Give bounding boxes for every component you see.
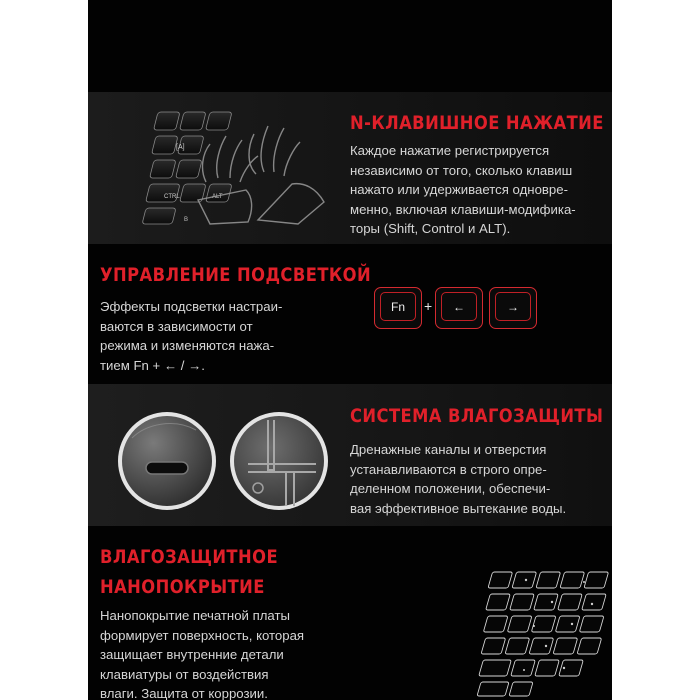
section-heading-backlight: УПРАВЛЕНИЕ ПОДСВЕТКОЙ: [100, 264, 372, 286]
right-arrow-icon: →: [495, 292, 531, 321]
backlit-keyboard-illustration: [396, 560, 612, 700]
plus-sign: +: [424, 298, 433, 314]
section-heading-nanocoating-line1: ВЛАГОЗАЩИТНОЕ: [100, 546, 279, 568]
left-arrow-keycap: [435, 287, 483, 329]
product-features-panel: [88, 0, 612, 700]
section-heading-nanocoating-line2: НАНОПОКРЫТИЕ: [100, 576, 265, 598]
section-text-nkey: Каждое нажатие регистрируется независимо от того, сколько клавиш нажато или удерживается одновре- менно, включая клавиши-модифика- торы (Shift, Control и ALT).: [350, 143, 576, 236]
fn-key-label: Fn: [380, 292, 416, 321]
key-legend-a: [A]: [176, 144, 185, 151]
key-legend-b: B: [184, 217, 189, 223]
fn-keycap: [374, 287, 422, 329]
key-legend-ctrl: CTRL: [164, 194, 180, 200]
drainage-hole-closeup: [116, 410, 218, 512]
hands-on-keyboard-illustration: [128, 104, 328, 234]
section-text-backlight: Эффекты подсветки настраи- ваются в зависимости от режима и изменяются нажа- тием Fn + ← / →.: [100, 299, 283, 373]
key-legend-alt: ALT: [212, 194, 223, 200]
section-heading-nkey: N-КЛАВИШНОЕ НАЖАТИЕ: [350, 112, 604, 134]
right-arrow-keycap: [489, 287, 537, 329]
section-heading-water-protection: СИСТЕМА ВЛАГОЗАЩИТЫ: [350, 405, 604, 427]
section-text-water-protection: Дренажные каналы и отверстия устанавливаются в строго опре- деленном положении, обеспечи- вая эффективное вытекание воды.: [350, 442, 567, 516]
section-text-nanocoating: Нанопокрытие печатной платы формирует поверхность, которая защищает внутренние детали клавиатуры от воздействия влаги. Защита от коррозии.: [100, 608, 305, 700]
drainage-channel-closeup: [228, 410, 330, 512]
left-arrow-icon: ←: [441, 292, 477, 321]
